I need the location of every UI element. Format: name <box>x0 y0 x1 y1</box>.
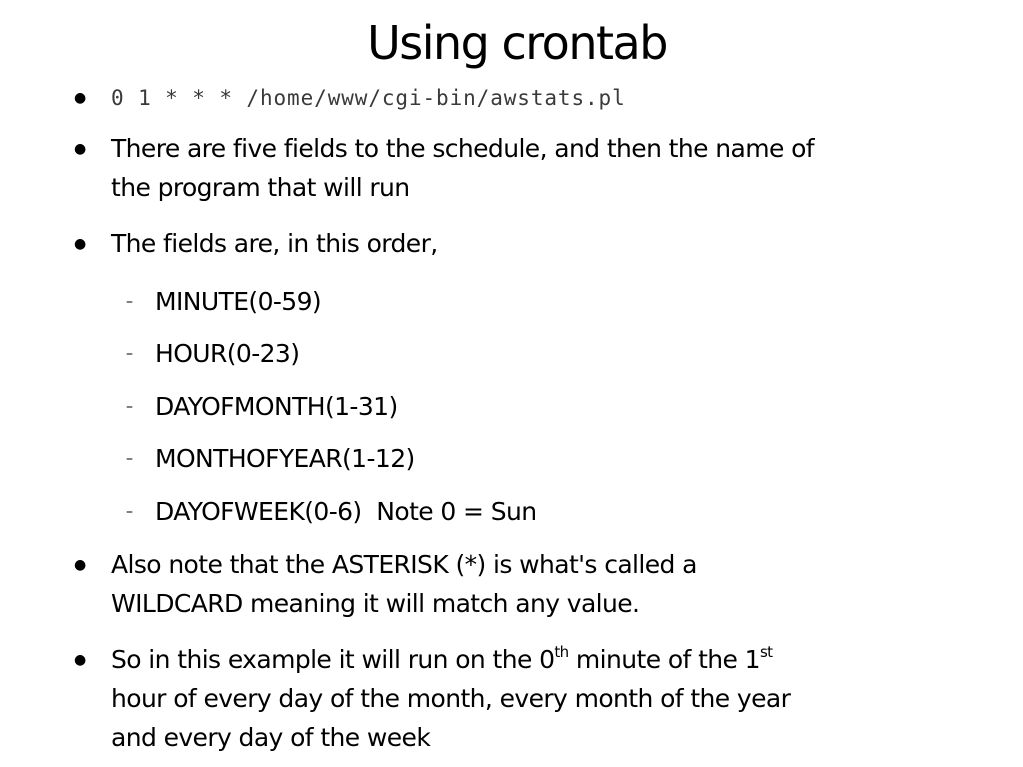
bullet-text <box>111 640 961 757</box>
field-hour: HOUR(0-23) <box>155 339 300 368</box>
bullet-text <box>111 545 961 623</box>
bullet-dot-icon: ● <box>74 652 87 668</box>
dash-icon: – <box>126 504 133 520</box>
bullet-dot-icon: ● <box>74 90 87 106</box>
superscript-th: th <box>554 643 569 661</box>
field-day-of-week: DAYOFWEEK(0-6) Note 0 = Sun <box>155 497 537 526</box>
bullet-dot-icon: ● <box>74 236 87 252</box>
text-line: There are five fields to the schedule, and then the name of <box>111 134 814 163</box>
dash-icon: – <box>126 294 133 310</box>
example-part1: So in this example it will run on the 0 <box>111 645 555 674</box>
superscript-st: st <box>759 643 773 661</box>
dash-icon: – <box>126 399 133 415</box>
field-month-of-year: MONTHOFYEAR(1-12) <box>155 444 415 473</box>
field-day-of-month: DAYOFMONTH(1-31) <box>155 392 398 421</box>
bullet-text <box>111 129 961 207</box>
dash-icon: – <box>126 451 133 467</box>
bullet-text: The fields are, in this order, <box>111 229 438 258</box>
text-line <box>111 640 961 679</box>
text-line: WILDCARD meaning it will match any value. <box>111 589 640 618</box>
dash-icon: – <box>126 346 133 362</box>
slide-title: Using crontab <box>367 16 667 70</box>
bullet-dot-icon: ● <box>74 557 87 573</box>
crontab-command: 0 1 * * * /home/www/cgi-bin/awstats.pl <box>111 86 626 110</box>
text-line: the program that will run <box>111 173 410 202</box>
bullet-dot-icon: ● <box>74 141 87 157</box>
text-line: Also note that the ASTERISK (*) is what's called a <box>111 550 697 579</box>
example-part2: minute of the 1 <box>568 645 760 674</box>
text-line: hour of every day of the month, every month of the year <box>111 684 791 713</box>
text-line: and every day of the week <box>111 723 431 752</box>
field-minute: MINUTE(0-59) <box>155 287 322 316</box>
